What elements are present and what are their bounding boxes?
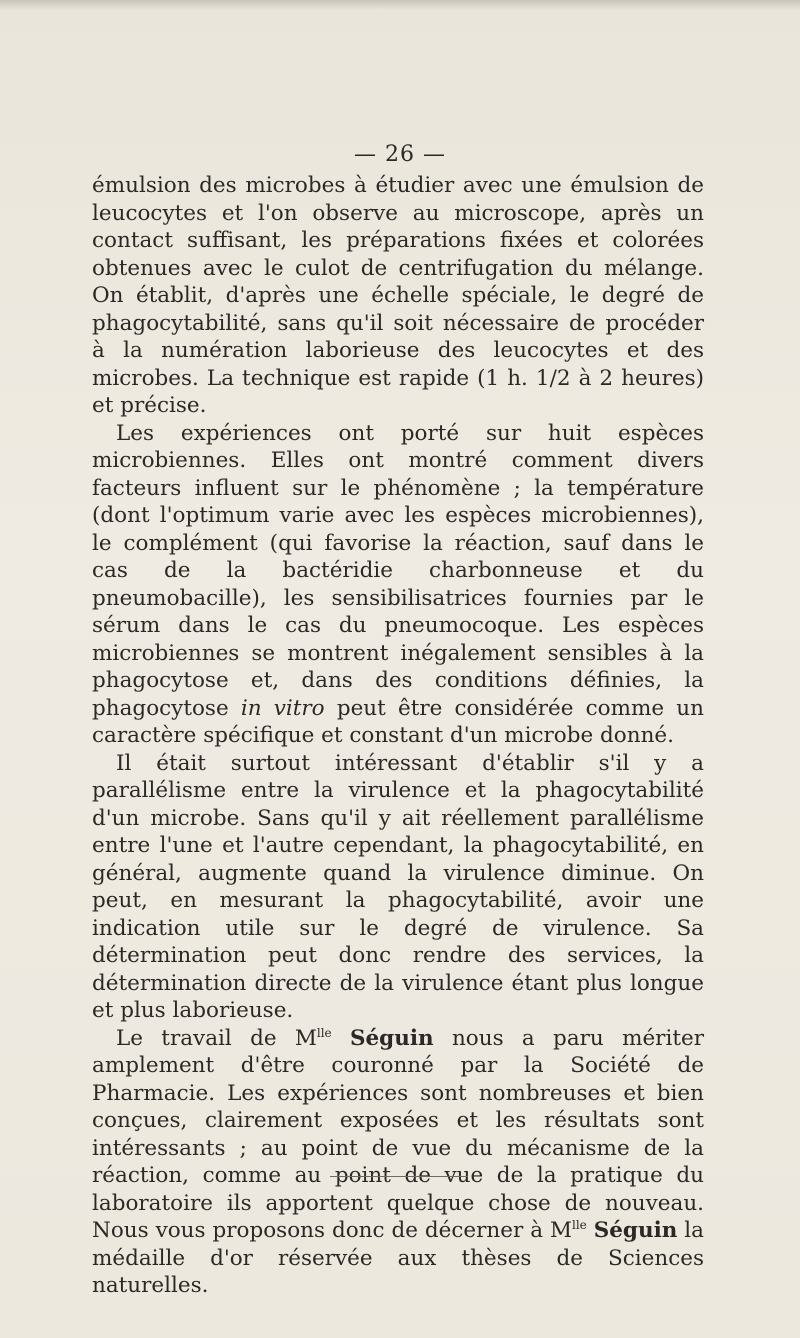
title-abbrev-1: lle bbox=[316, 1025, 332, 1040]
paragraph-4-end: la médaille d'or réservée aux thèses de Sciences naturelles. bbox=[92, 1218, 705, 1298]
page-top-edge bbox=[0, 0, 800, 10]
paragraph-2-lead: phagocytose bbox=[92, 695, 241, 721]
italic-in-vitro: in vitro bbox=[240, 695, 325, 721]
paragraph-1: émulsion des microbes à étudier avec une émulsion de leucocytes et l'on observe au microscope, après un contact suffisant, les préparations fixées et colorées obtenues avec le culot de centrifugation du mélange. On établit, d'après une échelle spéciale, le degré de phagocytabilité, sans qu'il soit nécessaire de procéder à la numération laborieuse des leucocytes et des microbes. La technique est rapide (1 h. 1/2 à 2 heures) et précise. bbox=[92, 173, 704, 418]
paragraph-2 bbox=[92, 420, 704, 750]
title-abbrev-2: lle bbox=[571, 1217, 587, 1232]
paragraph-4 bbox=[92, 1025, 704, 1300]
author-name-1: Séguin bbox=[349, 1025, 434, 1051]
paragraph-4-start: Le travail de M bbox=[116, 1025, 317, 1051]
paragraph-3: Il était surtout intéressant d'établir s'il y a parallélisme entre la virulence et la phagocytabilité d'un microbe. Sans qu'il y ait réellement parallélisme entre l'une et l'autre cependant, la phagocytabilité, en général, augmente quand la virulence diminue. On peut, en mesurant la phagocytabilité, avoir une indication utile sur le degré de virulence. Sa détermination peut donc rendre des services, la détermination directe de la virulence étant plus longue et plus laborieuse. bbox=[92, 750, 704, 1023]
closing-rule bbox=[330, 1176, 468, 1177]
paragraph-4-middle: nous a paru mériter amplement d'être couronné par la Société de Pharmacie. Les expériences sont nombreuses et bien conçues, clairement exposées et les résultats sont intéressants ; au point de vue du mécanisme de la réaction, comme au point de vue de la pratique du laboratoire ils apportent quelque chose de nouveau. Nous vous proposons donc de décerner à M bbox=[92, 1025, 704, 1243]
paragraph-2-tail: peut être considérée comme un caractère spécifique et constant d'un microbe donné. bbox=[92, 695, 704, 748]
body-text bbox=[92, 172, 704, 1300]
paragraph-2-text: Les expériences ont porté sur huit espèces microbiennes. Elles ont montré comment divers facteurs influent sur le phénomène ; la température (dont l'optimum varie avec les espèces microbiennes), le complément (qui favorise la réaction, sauf dans le cas de la bactéridie charbonneuse et du pneumobacille), les sensibilisatrices fournies par le sérum dans le cas du pneumocoque. Les espèces microbiennes se montrent inégalement sensibles à la phagocytose et, dans des conditions définies, la bbox=[92, 420, 704, 693]
author-name-2: Séguin bbox=[593, 1218, 678, 1243]
page-number: — 26 — bbox=[354, 142, 446, 167]
